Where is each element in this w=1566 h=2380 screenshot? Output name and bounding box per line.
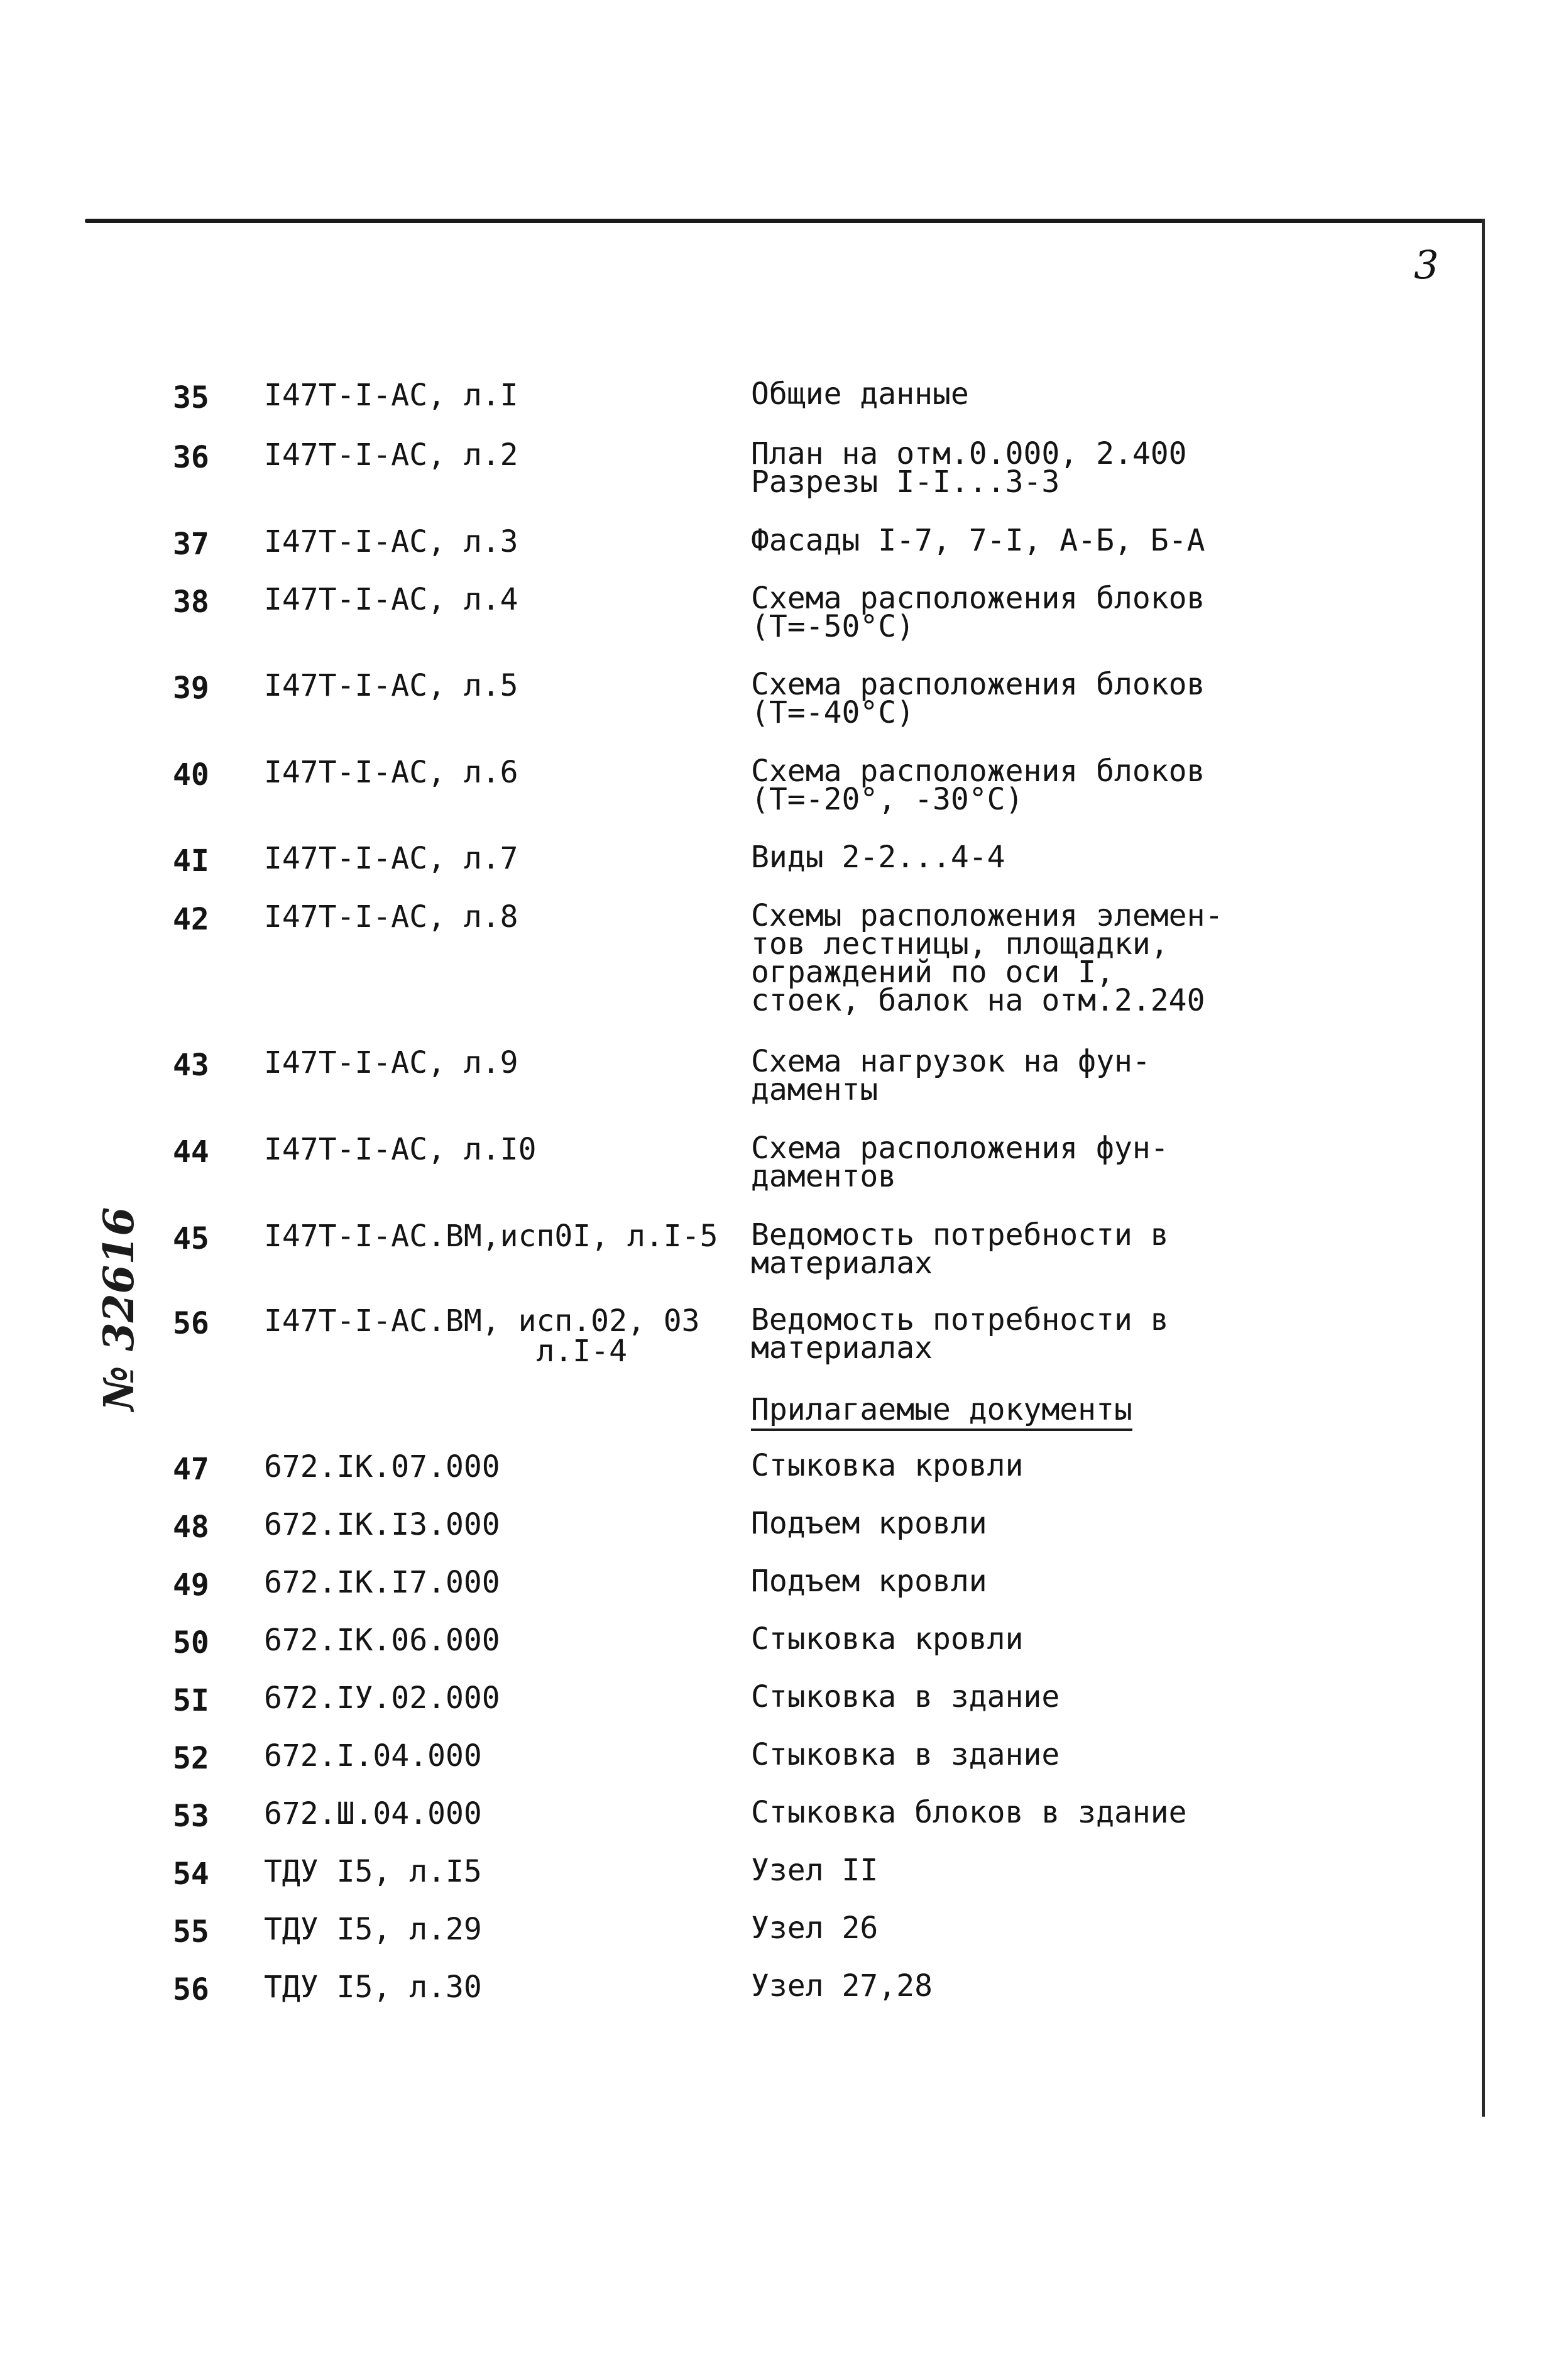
item-code: I47Т-I-АС, л.6	[264, 755, 518, 790]
item-code: I47Т-I-АС, л.2	[264, 437, 518, 473]
item-code: ТДУ I5, л.I5	[264, 1854, 482, 1889]
item-number: 44	[173, 1134, 209, 1170]
item-code: ТДУ I5, л.30	[264, 1970, 482, 2005]
item-code: I47Т-I-АС, л.4	[264, 582, 518, 617]
item-description: Стыковка в здание	[751, 1679, 1060, 1714]
item-number: 49	[173, 1567, 209, 1603]
item-code: 672.I.04.000	[264, 1738, 482, 1774]
item-code: 672.Ш.04.000	[264, 1796, 482, 1831]
item-code: I47Т-I-АС, л.7	[264, 841, 518, 876]
item-description: Общие данные	[751, 376, 969, 412]
item-code: I47Т-I-АС.ВМ,исп0I, л.I-5	[264, 1219, 718, 1254]
item-description: Стыковка кровли	[751, 1621, 1024, 1657]
item-description: Подъем кровли	[751, 1564, 987, 1599]
item-number: 40	[173, 757, 209, 792]
item-number: 43	[173, 1048, 209, 1083]
item-code: 672.IК.I3.000	[264, 1507, 500, 1542]
item-code: I47Т-I-АС, л.5	[264, 668, 518, 703]
item-number: 53	[173, 1799, 209, 1834]
item-description: Фасады I-7, 7-I, А-Б, Б-А	[751, 523, 1205, 558]
item-description: План на отм.0.000, 2.400 Разрезы I-I...3-3	[751, 436, 1187, 500]
item-code: I47Т-I-АС, л.8	[264, 899, 518, 935]
item-number: 56	[173, 1972, 209, 2007]
item-number: 52	[173, 1741, 209, 1776]
item-description: Схема расположения блоков (Т=-20°, -30°С)	[751, 754, 1205, 817]
item-description: Стыковка блоков в здание	[751, 1795, 1187, 1830]
item-description: Виды 2-2...4-4	[751, 840, 1005, 875]
item-number: 48	[173, 1510, 209, 1545]
item-description: Стыковка кровли	[751, 1448, 1024, 1483]
item-description: Схема расположения блоков (Т=-40°С)	[751, 667, 1205, 730]
section-heading: Прилагаемые документы	[751, 1392, 1132, 1431]
item-description: Узел II	[751, 1853, 879, 1888]
item-description: Подъем кровли	[751, 1506, 987, 1541]
item-number: 56	[173, 1306, 209, 1341]
item-number: 42	[173, 902, 209, 937]
item-number: 55	[173, 1914, 209, 1950]
page-number: 3	[1414, 242, 1439, 288]
item-number: 35	[173, 380, 209, 415]
item-code: I47Т-I-АС, л.3	[264, 524, 518, 559]
item-description: Узел 26	[751, 1911, 879, 1946]
item-description: Схемы расположения элемен- тов лестницы, площадки, ограждений по оси I, стоек, балок на отм.2.240	[751, 898, 1224, 1018]
item-number: 39	[173, 671, 209, 706]
right-border-line	[1482, 219, 1485, 2117]
item-code: 672.IК.06.000	[264, 1623, 500, 1658]
item-number: 37	[173, 527, 209, 562]
item-number: 47	[173, 1452, 209, 1487]
item-number: 54	[173, 1856, 209, 1892]
item-code: I47Т-I-АС, л.I	[264, 378, 518, 413]
item-description: Схема нагрузок на фун- даменты	[751, 1044, 1151, 1107]
item-number: 45	[173, 1221, 209, 1256]
item-number: 5I	[173, 1683, 209, 1718]
item-code: I47Т-I-АС, л.9	[264, 1045, 518, 1080]
item-number: 36	[173, 440, 209, 475]
item-description: Ведомость потребности в материалах	[751, 1302, 1169, 1366]
item-description: Схема расположения блоков (Т=-50°С)	[751, 581, 1205, 644]
top-border-line	[85, 219, 1483, 223]
item-number: 50	[173, 1625, 209, 1660]
item-code: ТДУ I5, л.29	[264, 1912, 482, 1947]
item-description: Ведомость потребности в материалах	[751, 1217, 1169, 1281]
item-description: Узел 27,28	[751, 1968, 933, 2004]
archive-number-stamp: № 32616	[94, 1207, 143, 1411]
item-description: Схема расположения фун- даментов	[751, 1131, 1169, 1194]
item-code: 672.IК.07.000	[264, 1449, 500, 1484]
item-number: 38	[173, 584, 209, 620]
item-code: 672.IК.I7.000	[264, 1565, 500, 1600]
item-code: I47Т-I-АС.ВМ, исп.02, 03 л.I-4	[264, 1303, 700, 1369]
item-code: I47Т-I-АС, л.I0	[264, 1132, 537, 1167]
item-code: 672.IУ.02.000	[264, 1681, 500, 1716]
item-description: Стыковка в здание	[751, 1737, 1060, 1772]
item-number: 4I	[173, 843, 209, 879]
